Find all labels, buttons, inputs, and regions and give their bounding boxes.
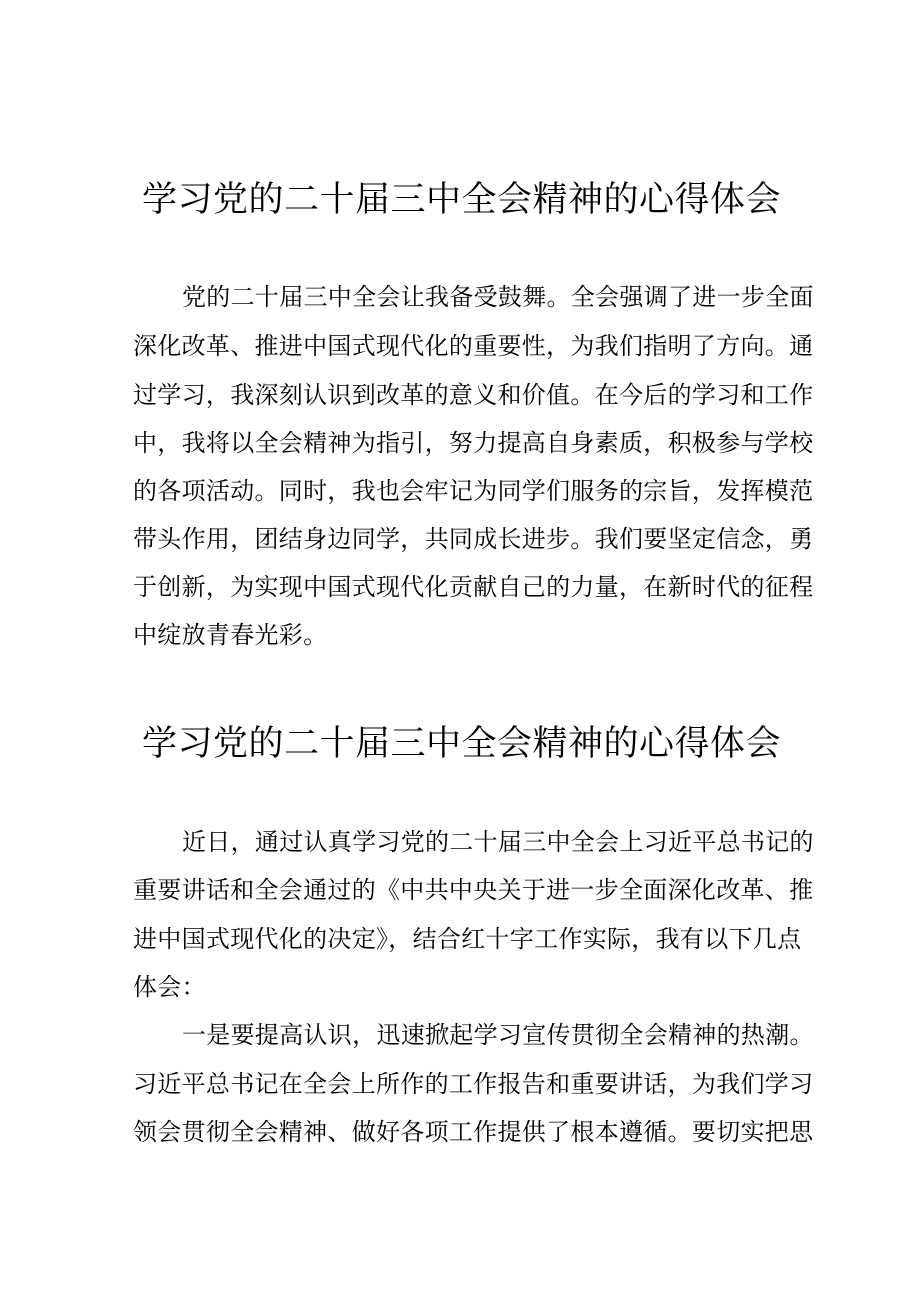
paragraph-line: 党的二十届三中全会让我备受鼓舞。全会强调了进一步全面 bbox=[182, 283, 814, 311]
paragraph-line: 于创新，为实现中国式现代化贡献自己的力量，在新时代的征程 bbox=[133, 573, 814, 601]
paragraph-line: 中绽放青春光彩。 bbox=[133, 621, 328, 649]
paragraph-line: 近日，通过认真学习党的二十届三中全会上习近平总书记的 bbox=[182, 828, 814, 856]
paragraph-line: 中，我将以全会精神为指引，努力提高自身素质，积极参与学校 bbox=[133, 429, 814, 457]
paragraph-line: 领会贯彻全会精神、做好各项工作提供了根本遵循。要切实把思 bbox=[133, 1118, 814, 1146]
paragraph-line: 深化改革、推进中国式现代化的重要性，为我们指明了方向。通 bbox=[133, 332, 814, 360]
section-2-title: 学习党的二十届三中全会精神的心得体会 bbox=[142, 724, 782, 764]
paragraph-line: 带头作用，团结身边同学，共同成长进步。我们要坚定信念，勇 bbox=[133, 525, 814, 553]
paragraph-line: 过学习，我深刻认识到改革的意义和价值。在今后的学习和工作 bbox=[133, 381, 814, 409]
paragraph-line: 一是要提高认识，迅速掀起学习宣传贯彻全会精神的热潮。 bbox=[182, 1021, 814, 1049]
paragraph-line: 进中国式现代化的决定》，结合红十字工作实际，我有以下几点 bbox=[133, 925, 802, 953]
paragraph-line: 体会： bbox=[133, 973, 206, 1001]
section-1-title: 学习党的二十届三中全会精神的心得体会 bbox=[142, 180, 782, 220]
paragraph-line: 的各项活动。同时，我也会牢记为同学们服务的宗旨，发挥模范 bbox=[133, 477, 814, 505]
paragraph-line: 习近平总书记在全会上所作的工作报告和重要讲话，为我们学习 bbox=[133, 1070, 814, 1098]
paragraph-line: 重要讲话和全会通过的《中共中央关于进一步全面深化改革、推 bbox=[133, 876, 814, 904]
